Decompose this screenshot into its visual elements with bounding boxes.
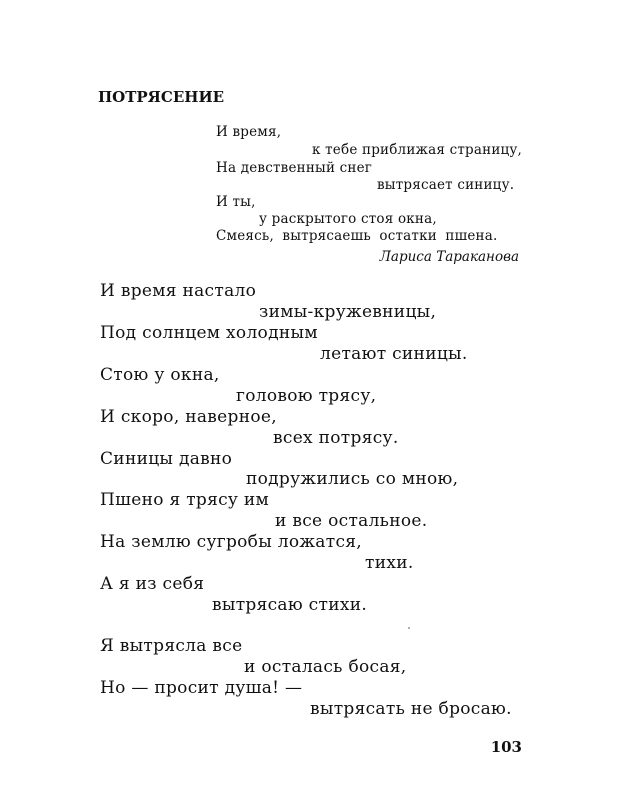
epigraph-line: И ты, bbox=[216, 194, 256, 210]
poem-line: вытрясать не бросаю. bbox=[310, 699, 512, 719]
epigraph-line: Смеясь, вытрясаешь остатки пшена. bbox=[216, 228, 498, 244]
poem-line: А я из себя bbox=[100, 574, 205, 594]
poem-line: зимы-кружевницы, bbox=[259, 302, 437, 322]
poem-line: На землю сугробы ложатся, bbox=[100, 532, 363, 552]
epigraph-line: На девственный снег bbox=[216, 160, 373, 176]
poem-line: подружились со мною, bbox=[246, 469, 459, 489]
poem-line: Но — просит душа! — bbox=[100, 678, 303, 698]
poem-line: Стою у окна, bbox=[100, 365, 220, 385]
poem-line: летают синицы. bbox=[320, 344, 468, 364]
poem-line: И скоро, наверное, bbox=[100, 407, 277, 427]
epigraph-line: И время, bbox=[216, 124, 282, 140]
poem-line: головою трясу, bbox=[236, 386, 377, 406]
poem-line: и осталась босая, bbox=[244, 657, 407, 677]
epigraph-author: Лариса Тараканова bbox=[379, 249, 519, 265]
poem-line: тихи. bbox=[365, 553, 414, 573]
epigraph-line: у раскрытого стоя окна, bbox=[259, 211, 437, 227]
poem-line: Под солнцем холодным bbox=[100, 323, 318, 343]
poem-line: всех потрясу. bbox=[273, 428, 399, 448]
print-speck bbox=[408, 627, 410, 629]
poem-line: и все остальное. bbox=[275, 511, 428, 531]
poem-line: И время настало bbox=[100, 281, 257, 301]
poem-line: Пшено я трясу им bbox=[100, 490, 270, 510]
poem-line: Синицы давно bbox=[100, 449, 233, 469]
poem-title: ПОТРЯСЕНИЕ bbox=[98, 88, 225, 106]
epigraph-line: к тебе приближая страницу, bbox=[312, 142, 523, 158]
page-number: 103 bbox=[490, 738, 522, 756]
epigraph-line: вытрясает синицу. bbox=[377, 177, 515, 193]
poem-line: Я вытрясла все bbox=[100, 636, 243, 656]
poem-line: вытрясаю стихи. bbox=[212, 595, 368, 615]
